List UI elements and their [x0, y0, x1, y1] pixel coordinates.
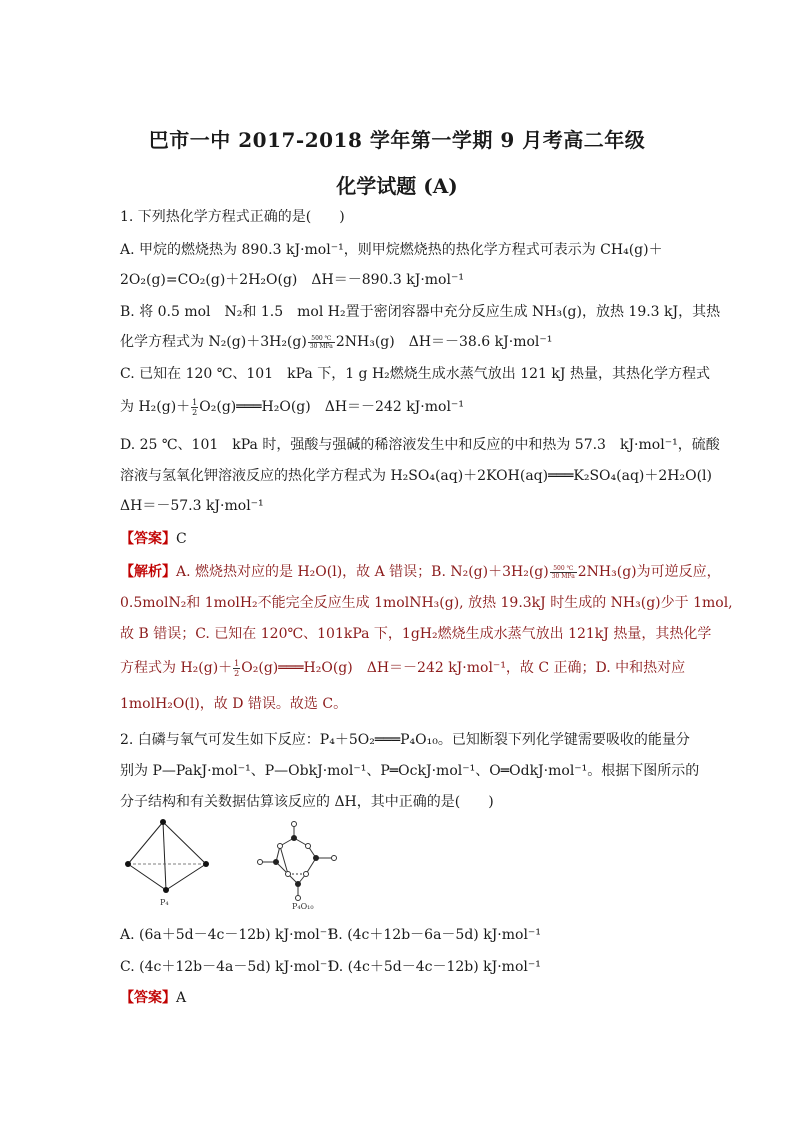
- q1-option-d-line1: D. 25 ℃、101 kPa 时，强酸与强碱的稀溶液发生中和反应的中和热为 57.3 kJ·mol⁻¹，硫酸: [120, 437, 720, 453]
- p4-molecule-diagram: [118, 818, 218, 910]
- q1-option-a-line2: 2O₂(g)=CO₂(g)＋2H₂O(g) ΔH＝－890.3 kJ·mol⁻¹: [120, 272, 464, 288]
- q1-analysis-line1: 【解析】A. 燃烧热对应的是 H₂O(l)，故 A 错误；B. N₂(g)＋3H₂(g) 500 ℃ 30 MPa 2NH₃(g)为可逆反应，: [120, 564, 721, 580]
- q2-option-b: B. (4c＋12b－6a－5d) kJ·mol⁻¹: [328, 927, 541, 943]
- q1-analysis-line2: 0.5molN₂和 1molH₂不能完全反应生成 1molNH₃(g), 放热 19.3kJ 时生成的 NH₃(g)少于 1mol,: [120, 595, 733, 611]
- page-title: 巴市一中 2017-2018 学年第一学期 9 月考高二年级: [148, 128, 646, 152]
- q2-option-c: C. (4c＋12b－4a－5d) kJ·mol⁻¹: [120, 959, 333, 975]
- q2-option-a: A. (6a＋5d－4c－12b) kJ·mol⁻¹: [120, 927, 333, 943]
- q1-option-d-line2: 溶液与氢氧化钾溶液反应的热化学方程式为 H₂SO₄(aq)＋2KOH(aq)═══K₂SO₄(aq)＋2H₂O(l): [120, 468, 712, 484]
- p4-label: P₄: [160, 898, 169, 907]
- fraction-half: $\frac{1}{2}$: [234, 658, 240, 678]
- answer-value: A: [176, 990, 187, 1006]
- q1-option-c-eq-right: O₂(g)═══H₂O(g) ΔH＝－242 kJ·mol⁻¹: [199, 399, 464, 415]
- q1-analysis-line5: 1molH₂O(l)，故 D 错误。故选 C。: [120, 696, 348, 712]
- q1-option-b-line2: [120, 332, 552, 352]
- q2-stem-line2: 别为 P—PakJ·mol⁻¹、P—ObkJ·mol⁻¹、P═OckJ·mol⁻¹、O═OdkJ·mol⁻¹。根据下图所示的: [120, 763, 700, 779]
- q1-answer: [120, 529, 187, 549]
- q1-option-c-line2: [120, 397, 464, 417]
- reaction-condition: 500 ℃ 30 MPa: [551, 564, 575, 580]
- p4o10-molecule-diagram: [250, 818, 350, 904]
- q2-stem-line3: 分子结构和有关数据估算该反应的 ΔH，其中正确的是( ): [120, 794, 494, 810]
- q1-option-d-line3: ΔH＝－57.3 kJ·mol⁻¹: [120, 498, 264, 514]
- q1-option-c-eq-left: 为 H₂(g)＋: [120, 399, 191, 415]
- q2-answer: [120, 988, 186, 1008]
- q1-option-b-line1: B. 将 0.5 mol N₂和 1.5 mol H₂置于密闭容器中充分反应生成 NH₃(g)，放热 19.3 kJ，其热: [120, 304, 721, 320]
- answer-tag: 【答案】: [120, 990, 176, 1006]
- fraction-half: $\frac{1}{2}$: [192, 397, 198, 417]
- page-subtitle: 化学试题 (A): [336, 174, 458, 198]
- q1-analysis-line4: 方程式为 H₂(g)＋ $\frac{1}{2}$ O₂(g)═══H₂O(g) ΔH＝－242 kJ·mol⁻¹，故 C 正确；D. 中和热对应: [120, 658, 686, 678]
- analysis-tag: 【解析】: [120, 564, 176, 580]
- q1-stem: 1. 下列热化学方程式正确的是( ): [120, 209, 345, 225]
- q2-option-d: D. (4c＋5d－4c－12b) kJ·mol⁻¹: [328, 959, 541, 975]
- q1-option-b-eq-left: 化学方程式为 N₂(g)＋3H₂(g): [120, 334, 307, 350]
- condition-temp: 500 ℃: [308, 335, 335, 343]
- answer-tag: 【答案】: [120, 531, 176, 547]
- q2-stem-line1: 2. 白磷与氧气可发生如下反应：P₄＋5O₂═══P₄O₁₀。已知断裂下列化学键需要吸收的能量分: [120, 732, 690, 748]
- p4o10-label: P₄O₁₀: [292, 902, 314, 911]
- q1-analysis-line3: 故 B 错误；C. 已知在 120℃、101kPa 下，1gH₂燃烧生成水蒸气放出 121kJ 热量，其热化学: [120, 626, 712, 642]
- q1-option-a-line1: A. 甲烷的燃烧热为 890.3 kJ·mol⁻¹，则甲烷燃烧热的热化学方程式可表示为 CH₄(g)＋: [120, 242, 663, 258]
- reaction-condition: [308, 335, 335, 350]
- answer-value: C: [176, 531, 187, 547]
- condition-pressure: 30 MPa: [309, 342, 333, 350]
- q1-option-b-eq-right: 2NH₃(g) ΔH＝－38.6 kJ·mol⁻¹: [335, 334, 553, 350]
- q1-option-c-line1: C. 已知在 120 ℃、101 kPa 下，1 g H₂燃烧生成水蒸气放出 121 kJ 热量，其热化学方程式: [120, 366, 710, 382]
